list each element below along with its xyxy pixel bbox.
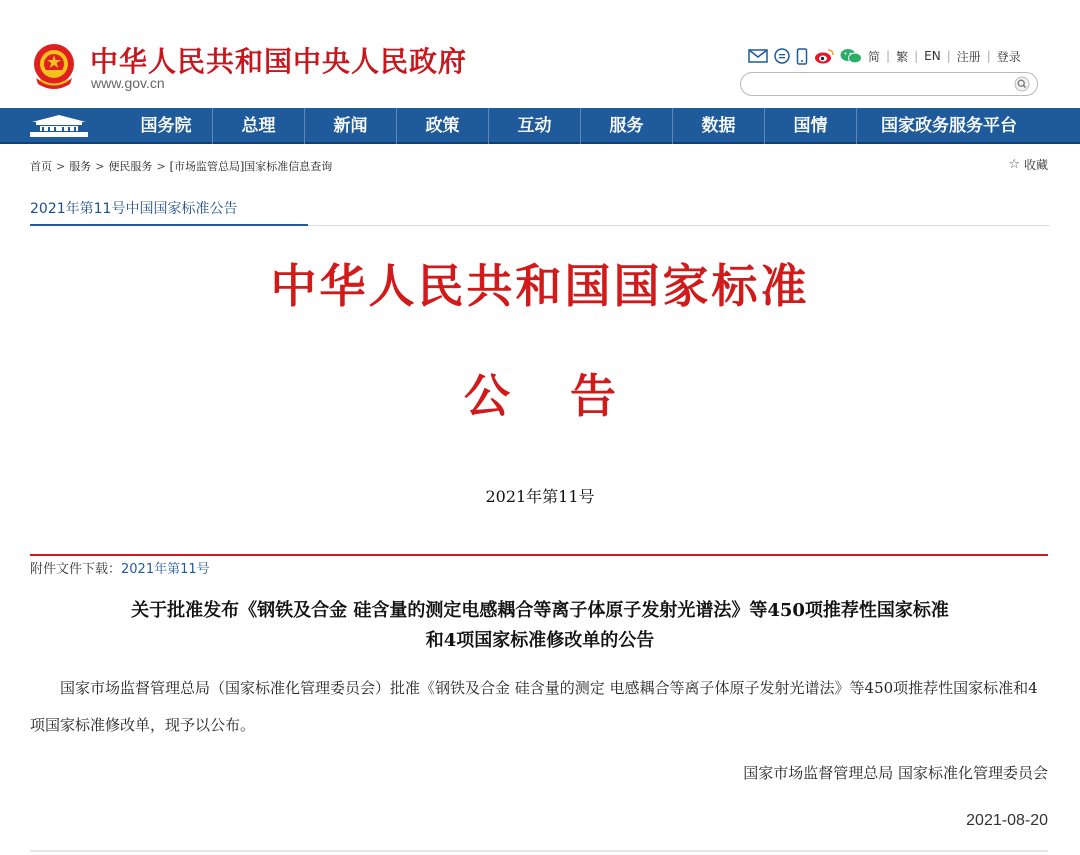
- nav-item-policy[interactable]: 政策: [396, 108, 488, 144]
- page-subtitle: 2021年第11号中国国家标准公告: [30, 201, 238, 217]
- simplified-chinese-link[interactable]: 简: [868, 49, 881, 64]
- star-icon: ☆: [1008, 157, 1020, 172]
- site-url[interactable]: www.gov.cn: [91, 75, 165, 91]
- breadcrumb-standard-query[interactable]: [市场监管总局]国家标准信息查询: [169, 160, 333, 173]
- announcement-body: 国家市场监督管理总局（国家标准化管理委员会）批准《钢铁及合金 硅含量的测定 电感耦合等离子体原子发射光谱法》等450项推荐性国家标准和4项国家标准修改单，现予以公布。: [30, 679, 1038, 734]
- favorite-label: 收藏: [1023, 158, 1048, 172]
- attachment-download-link[interactable]: 2021年第11号: [121, 562, 210, 577]
- attachment-label: 附件文件下载：: [30, 562, 122, 577]
- document-title: 中华人民共和国国家标准: [270, 259, 810, 313]
- site-header: [0, 0, 1080, 108]
- separator: |: [946, 49, 951, 63]
- red-divider: [30, 554, 1048, 556]
- announcement-title-line1: 关于批准发布《钢铁及合金 硅含量的测定电感耦合等离子体原子发射光谱法》等450项推荐性国家标准: [131, 600, 949, 621]
- nav-item-national-info[interactable]: 国情: [764, 108, 856, 144]
- search-input[interactable]: [753, 76, 1003, 92]
- attachment-row: [30, 558, 210, 577]
- breadcrumb-convenience-services[interactable]: 便民服务: [108, 160, 153, 173]
- nav-item-state-council[interactable]: 国务院: [140, 116, 192, 136]
- document-notice-heading: 公告: [464, 369, 676, 423]
- breadcrumb-separator: >: [95, 160, 105, 173]
- wechat-icon[interactable]: [840, 48, 862, 64]
- announcement-title-line2: 和4项国家标准修改单的公告: [425, 630, 655, 651]
- favorite-button[interactable]: [1008, 156, 1048, 173]
- rss-icon[interactable]: [774, 48, 790, 64]
- main-nav: [0, 108, 1080, 144]
- nav-items: [120, 108, 1041, 144]
- register-link[interactable]: 注册: [956, 49, 981, 64]
- breadcrumb-home[interactable]: 首页: [30, 160, 52, 173]
- signing-date: 2021-08-20: [966, 812, 1048, 829]
- search-icon[interactable]: [1014, 76, 1030, 92]
- announcement-title: [30, 596, 1050, 656]
- tiananmen-icon[interactable]: [28, 113, 90, 139]
- subtitle-bar: [30, 196, 1050, 226]
- english-link[interactable]: EN: [924, 49, 941, 63]
- separator: |: [986, 49, 991, 63]
- top-links: [748, 45, 1021, 67]
- search-box: [740, 72, 1038, 96]
- nav-item-data[interactable]: 数据: [672, 108, 764, 144]
- traditional-chinese-link[interactable]: 繁: [896, 49, 909, 64]
- separator: |: [914, 49, 919, 63]
- breadcrumb-services[interactable]: 服务: [69, 160, 92, 173]
- breadcrumb-separator: >: [56, 160, 66, 173]
- document-number: 2021年第11号: [485, 487, 595, 506]
- separator: |: [886, 49, 891, 63]
- login-link[interactable]: 登录: [996, 49, 1021, 64]
- nav-item-premier[interactable]: 总理: [212, 108, 304, 144]
- national-emblem-icon[interactable]: [30, 42, 78, 92]
- mobile-icon[interactable]: [796, 48, 808, 65]
- nav-item-news[interactable]: 新闻: [304, 108, 396, 144]
- bottom-divider: [30, 850, 1048, 852]
- breadcrumb-separator: >: [156, 160, 166, 173]
- nav-item-interaction[interactable]: 互动: [488, 108, 580, 144]
- subtitle-underline: [30, 224, 308, 226]
- mail-icon[interactable]: [748, 49, 768, 63]
- weibo-icon[interactable]: [814, 48, 834, 64]
- nav-item-gov-service-platform[interactable]: 国家政务服务平台: [856, 108, 1041, 144]
- site-title[interactable]: 中华人民共和国中央人民政府: [90, 45, 468, 78]
- nav-item-services[interactable]: 服务: [580, 108, 672, 144]
- signing-organization: 国家市场监督管理总局 国家标准化管理委员会: [743, 764, 1048, 782]
- breadcrumb: [30, 158, 332, 174]
